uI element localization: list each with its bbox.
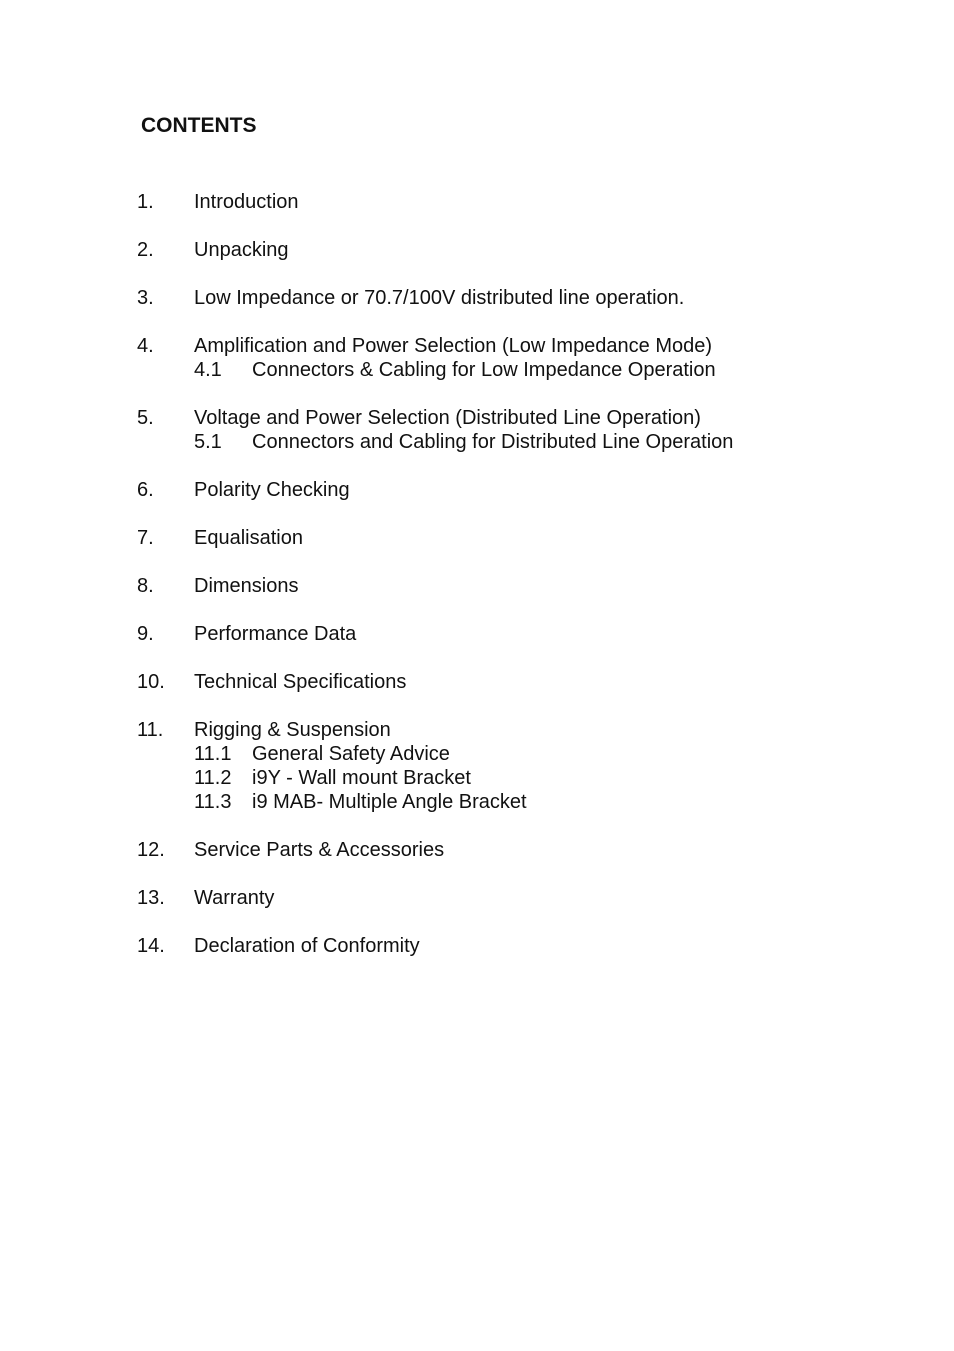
toc-row <box>137 526 897 550</box>
toc-subentry-label: i9Y - Wall mount Bracket <box>252 767 471 789</box>
toc-row <box>137 334 897 358</box>
toc-entry <box>137 526 897 550</box>
toc-entry-number: 5. <box>137 407 154 429</box>
toc-subentry-label: General Safety Advice <box>252 743 450 765</box>
toc-entry <box>137 238 897 262</box>
toc-row <box>137 190 897 214</box>
toc-entry-number: 9. <box>137 623 154 645</box>
toc-row <box>137 406 897 430</box>
toc-entry <box>137 622 897 646</box>
toc-entry-number: 12. <box>137 839 165 861</box>
toc-entry <box>137 574 897 598</box>
toc-row <box>137 934 897 958</box>
toc-subentry-number: 11.2 <box>194 767 232 789</box>
toc-entry-number: 6. <box>137 479 154 501</box>
toc-entry-number: 8. <box>137 575 154 597</box>
toc-subentry-number: 11.3 <box>194 791 232 813</box>
toc-subentry-label: i9 MAB- Multiple Angle Bracket <box>252 791 527 813</box>
toc-row <box>137 574 897 598</box>
toc-entry-label: Technical Specifications <box>194 671 407 693</box>
toc-entry-label: Amplification and Power Selection (Low Impedance Mode) <box>194 335 713 357</box>
toc-entry <box>137 190 897 214</box>
toc-entry-number: 2. <box>137 239 154 261</box>
toc-entry-number: 14. <box>137 935 165 957</box>
contents-title: CONTENTS <box>141 114 257 137</box>
toc-entry <box>137 934 897 958</box>
toc-row <box>137 886 897 910</box>
toc-entry-label: Introduction <box>194 191 299 213</box>
toc-entry <box>137 406 897 454</box>
toc-entry-number: 10. <box>137 671 165 693</box>
toc-subentry-label: Connectors and Cabling for Distributed Line Operation <box>252 431 734 453</box>
toc-entry-number: 1. <box>137 191 154 213</box>
toc-entry <box>137 334 897 382</box>
toc-subentry <box>194 430 897 454</box>
toc-subentry <box>194 742 897 766</box>
toc-entry-number: 13. <box>137 887 165 909</box>
toc-row <box>137 718 897 742</box>
toc-row <box>137 286 897 310</box>
toc-entry <box>137 838 897 862</box>
toc-entry-label: Warranty <box>194 887 275 909</box>
toc-entry-number: 4. <box>137 335 154 357</box>
toc-entry <box>137 886 897 910</box>
toc-entry <box>137 478 897 502</box>
toc-subentry-number: 11.1 <box>194 743 232 765</box>
toc-subentry-number: 5.1 <box>194 431 222 453</box>
toc-entry-label: Rigging & Suspension <box>194 719 391 741</box>
toc-entry-label: Performance Data <box>194 623 357 645</box>
toc-row <box>137 622 897 646</box>
toc-subentry <box>194 790 897 814</box>
toc-row <box>137 838 897 862</box>
toc-entry-number: 7. <box>137 527 154 549</box>
toc-entry-number: 3. <box>137 287 154 309</box>
toc-subentry-label: Connectors & Cabling for Low Impedance Operation <box>252 359 716 381</box>
toc-entry <box>137 286 897 310</box>
toc-row <box>137 238 897 262</box>
toc-entry-label: Low Impedance or 70.7/100V distributed line operation. <box>194 287 685 309</box>
toc-entry-label: Service Parts & Accessories <box>194 839 445 861</box>
toc-row <box>137 478 897 502</box>
toc-entry-label: Equalisation <box>194 527 303 549</box>
toc-entry <box>137 670 897 694</box>
table-of-contents <box>137 190 897 982</box>
toc-entry <box>137 718 897 814</box>
toc-entry-label: Unpacking <box>194 239 289 261</box>
toc-entry-label: Dimensions <box>194 575 299 597</box>
toc-subentry-number: 4.1 <box>194 359 222 381</box>
toc-subentry <box>194 358 897 382</box>
toc-subentry <box>194 766 897 790</box>
toc-entry-number: 11. <box>137 719 164 741</box>
toc-entry-label: Voltage and Power Selection (Distributed Line Operation) <box>194 407 701 429</box>
toc-entry-label: Polarity Checking <box>194 479 350 501</box>
toc-row <box>137 670 897 694</box>
toc-entry-label: Declaration of Conformity <box>194 935 420 957</box>
